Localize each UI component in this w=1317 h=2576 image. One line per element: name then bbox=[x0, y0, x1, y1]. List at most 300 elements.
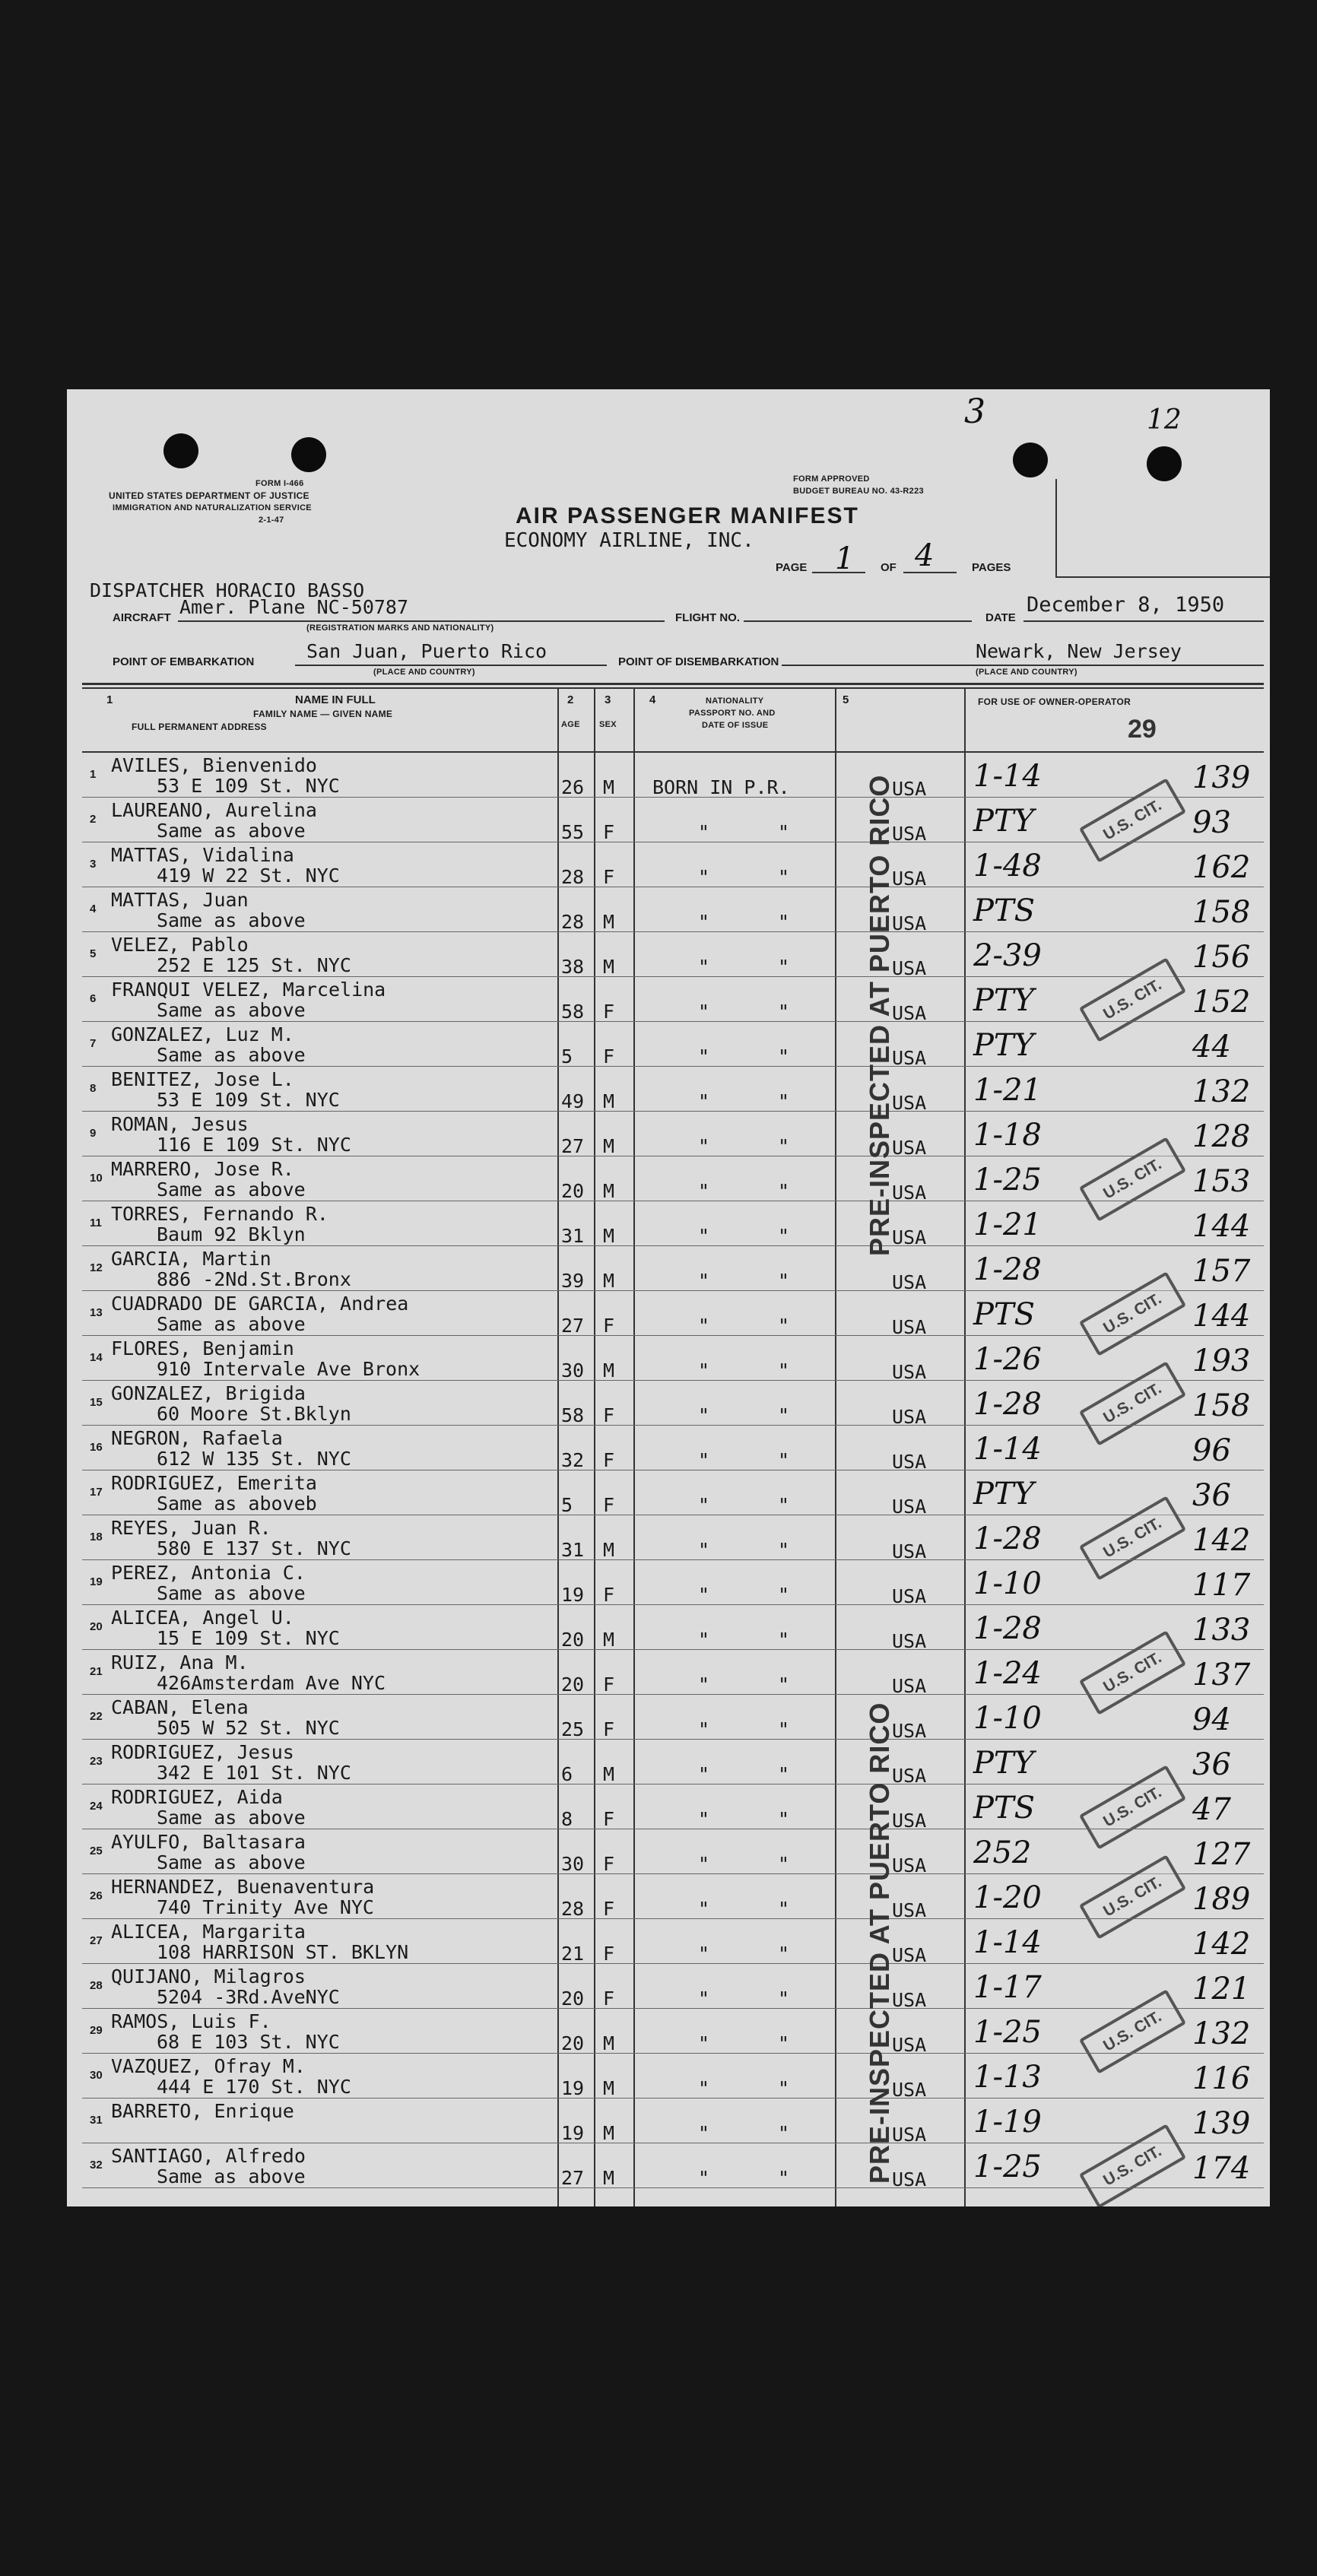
pre-inspected-stamp-bottom: PRE-INSPECTED AT PUERTO RICO bbox=[864, 1702, 895, 2184]
operator-code: 1-18 bbox=[973, 1118, 1042, 1153]
passenger-name: AYULFO, Baltasara bbox=[111, 1831, 306, 1853]
passenger-address: Same as above bbox=[157, 1807, 306, 1829]
row-separator bbox=[82, 1918, 1264, 1919]
passenger-nationality: " bbox=[698, 1763, 710, 1785]
row-number: 10 bbox=[90, 1172, 103, 1185]
passenger-nationality: " bbox=[698, 911, 710, 933]
passenger-passport-date: " bbox=[778, 1539, 790, 1561]
passenger-passport-date: " bbox=[778, 1629, 790, 1651]
us-citizen-stamp: U.S. CIT. bbox=[1079, 1271, 1186, 1356]
passenger-sex: F bbox=[603, 1494, 615, 1516]
passenger-country: USA bbox=[892, 868, 927, 890]
form-date: 2-1-47 bbox=[259, 516, 284, 525]
row-number: 18 bbox=[90, 1531, 103, 1543]
row-number: 24 bbox=[90, 1800, 103, 1813]
operator-weight: 142 bbox=[1192, 1523, 1251, 1558]
row-separator bbox=[82, 1335, 1264, 1336]
row-number: 13 bbox=[90, 1306, 103, 1319]
row-number: 6 bbox=[90, 992, 97, 1005]
passenger-nationality: " bbox=[698, 1898, 710, 1920]
passenger-name: FRANQUI VELEZ, Marcelina bbox=[111, 979, 386, 1001]
operator-code: PTS bbox=[973, 1297, 1035, 1332]
passenger-address: 60 Moore St.Bklyn bbox=[157, 1403, 351, 1425]
passenger-nationality: " bbox=[698, 1135, 710, 1157]
passenger-passport-date: " bbox=[778, 1494, 790, 1516]
passenger-address: Same as above bbox=[157, 999, 306, 1021]
col1-name-in-full: NAME IN FULL bbox=[295, 693, 376, 706]
passenger-sex: F bbox=[603, 1988, 615, 2010]
passenger-country: USA bbox=[892, 957, 927, 979]
passenger-sex: M bbox=[603, 2032, 615, 2054]
row-number: 29 bbox=[90, 2024, 103, 2037]
passenger-address: Same as above bbox=[157, 2165, 306, 2187]
passenger-sex: M bbox=[603, 2167, 615, 2189]
passenger-sex: F bbox=[603, 866, 615, 888]
passenger-sex: M bbox=[603, 1090, 615, 1112]
row-number: 28 bbox=[90, 1979, 103, 1992]
operator-code: PTS bbox=[973, 1791, 1035, 1826]
row-separator bbox=[82, 1380, 1264, 1381]
row-number: 21 bbox=[90, 1665, 103, 1678]
operator-code: 1-25 bbox=[973, 1163, 1042, 1198]
row-separator bbox=[82, 797, 1264, 798]
flight-label: FLIGHT NO. bbox=[675, 611, 740, 624]
col6-owner-operator: FOR USE OF OWNER-OPERATOR bbox=[978, 696, 1131, 707]
passenger-age: 27 bbox=[561, 1135, 585, 1157]
budget-number: BUDGET BUREAU NO. 43-R223 bbox=[793, 487, 924, 496]
passenger-nationality: " bbox=[698, 1180, 710, 1202]
passenger-nationality: " bbox=[698, 2167, 710, 2189]
passenger-nationality: " bbox=[698, 1449, 710, 1471]
passenger-age: 31 bbox=[561, 1225, 585, 1247]
operator-code: 2-39 bbox=[973, 938, 1042, 973]
passenger-sex: M bbox=[603, 956, 615, 978]
disembarkation-label: POINT OF DISEMBARKATION bbox=[618, 655, 779, 668]
passenger-passport-date: " bbox=[778, 2122, 790, 2144]
row-number: 17 bbox=[90, 1486, 103, 1499]
row-number: 14 bbox=[90, 1351, 103, 1364]
operator-weight: 158 bbox=[1192, 1388, 1251, 1423]
passenger-name: AVILES, Bienvenido bbox=[111, 754, 317, 776]
pre-inspected-stamp-top: PRE-INSPECTED AT PUERTO RICO bbox=[864, 774, 895, 1256]
operator-code: 1-10 bbox=[973, 1701, 1042, 1736]
us-citizen-stamp: U.S. CIT. bbox=[1079, 1496, 1186, 1581]
operator-weight: 137 bbox=[1192, 1658, 1251, 1692]
agency-service: IMMIGRATION AND NATURALIZATION SERVICE bbox=[113, 503, 312, 512]
passenger-name: RODRIGUEZ, Aida bbox=[111, 1786, 283, 1808]
operator-code: 1-28 bbox=[973, 1521, 1042, 1556]
passenger-country: USA bbox=[892, 1047, 927, 1069]
passenger-age: 25 bbox=[561, 1718, 585, 1740]
operator-code: PTS bbox=[973, 893, 1035, 928]
us-citizen-stamp: U.S. CIT. bbox=[1079, 1361, 1186, 1446]
passenger-nationality: " bbox=[698, 1225, 710, 1247]
passenger-country: USA bbox=[892, 1765, 927, 1787]
operator-weight: 139 bbox=[1192, 2106, 1251, 2141]
passenger-nationality: " bbox=[698, 821, 710, 843]
operator-code: 1-21 bbox=[973, 1073, 1042, 1108]
passenger-address: Same as above bbox=[157, 1851, 306, 1873]
passenger-age: 20 bbox=[561, 2032, 585, 2054]
passenger-country: USA bbox=[892, 1226, 927, 1248]
passenger-passport-date: " bbox=[778, 821, 790, 843]
passenger-passport-date: " bbox=[778, 1718, 790, 1740]
passenger-age: 31 bbox=[561, 1539, 585, 1561]
passenger-country: USA bbox=[892, 2079, 927, 2101]
passenger-sex: M bbox=[603, 1629, 615, 1651]
operator-weight: 132 bbox=[1192, 1074, 1251, 1109]
col2-number: 2 bbox=[567, 693, 574, 706]
passenger-address: Same as above bbox=[157, 820, 306, 842]
passenger-country: USA bbox=[892, 1092, 927, 1114]
operator-code: 1-21 bbox=[973, 1207, 1042, 1242]
operator-weight: 127 bbox=[1192, 1837, 1251, 1872]
passenger-age: 28 bbox=[561, 1898, 585, 1920]
passenger-address: 910 Intervale Ave Bronx bbox=[157, 1358, 420, 1380]
passenger-age: 5 bbox=[561, 1494, 573, 1516]
passenger-name: MATTAS, Vidalina bbox=[111, 844, 294, 866]
operator-weight: 93 bbox=[1192, 805, 1231, 840]
row-number: 2 bbox=[90, 813, 97, 826]
passenger-passport-date: " bbox=[778, 1584, 790, 1606]
row-separator bbox=[82, 2098, 1264, 2099]
passenger-age: 20 bbox=[561, 1629, 585, 1651]
row-separator bbox=[82, 2008, 1264, 2009]
corner-number-left: 3 bbox=[964, 392, 985, 431]
operator-code: PTY bbox=[973, 804, 1034, 839]
operator-code: 1-26 bbox=[973, 1342, 1042, 1377]
passenger-age: 19 bbox=[561, 2077, 585, 2099]
operator-weight: 139 bbox=[1192, 760, 1251, 795]
passenger-country: USA bbox=[892, 2168, 927, 2191]
passenger-age: 6 bbox=[561, 1763, 573, 1785]
passenger-name: RODRIGUEZ, Jesus bbox=[111, 1741, 294, 1763]
passenger-nationality: " bbox=[698, 1001, 710, 1023]
us-citizen-stamp: U.S. CIT. bbox=[1079, 2124, 1186, 2206]
row-separator bbox=[82, 1604, 1264, 1605]
passenger-country: USA bbox=[892, 1002, 927, 1024]
row-separator bbox=[82, 1425, 1264, 1426]
operator-weight: 36 bbox=[1192, 1478, 1231, 1513]
passenger-country: USA bbox=[892, 1720, 927, 1742]
passenger-passport-date: " bbox=[778, 2077, 790, 2099]
passenger-age: 21 bbox=[561, 1943, 585, 1965]
passenger-nationality: " bbox=[698, 1539, 710, 1561]
passenger-passport-date: " bbox=[778, 1449, 790, 1471]
row-number: 20 bbox=[90, 1620, 103, 1633]
passenger-sex: M bbox=[603, 1763, 615, 1785]
passenger-sex: M bbox=[603, 1539, 615, 1561]
passenger-age: 5 bbox=[561, 1045, 573, 1068]
passenger-address: 886 -2Nd.St.Bronx bbox=[157, 1268, 351, 1290]
row-separator bbox=[82, 1290, 1264, 1291]
operator-code: PTY bbox=[973, 1028, 1034, 1063]
operator-code: 1-14 bbox=[973, 759, 1042, 794]
passenger-nationality: " bbox=[698, 1584, 710, 1606]
row-number: 1 bbox=[90, 768, 97, 781]
passenger-name: RODRIGUEZ, Emerita bbox=[111, 1472, 317, 1494]
passenger-address: 5204 -3Rd.AveNYC bbox=[157, 1986, 340, 2008]
passenger-country: USA bbox=[892, 1810, 927, 1832]
passenger-address: 612 W 135 St. NYC bbox=[157, 1448, 351, 1470]
passenger-age: 28 bbox=[561, 911, 585, 933]
embarkation-sublabel: (PLACE AND COUNTRY) bbox=[373, 668, 475, 677]
passenger-country: USA bbox=[892, 778, 927, 800]
row-separator bbox=[82, 931, 1264, 932]
passenger-country: USA bbox=[892, 1361, 927, 1383]
passenger-name: SANTIAGO, Alfredo bbox=[111, 2145, 306, 2167]
passenger-passport-date: " bbox=[778, 1898, 790, 1920]
passenger-sex: F bbox=[603, 1584, 615, 1606]
row-separator bbox=[82, 1873, 1264, 1874]
passenger-nationality: " bbox=[698, 2077, 710, 2099]
passenger-name: MATTAS, Juan bbox=[111, 889, 249, 911]
operator-weight: 121 bbox=[1192, 1972, 1251, 2007]
passenger-country: USA bbox=[892, 1585, 927, 1607]
passenger-country: USA bbox=[892, 823, 927, 845]
passenger-sex: F bbox=[603, 821, 615, 843]
passenger-passport-date: " bbox=[778, 1808, 790, 1830]
col2-age: AGE bbox=[561, 720, 580, 729]
passenger-address: Same as above bbox=[157, 1179, 306, 1201]
passenger-passport-date: " bbox=[778, 1315, 790, 1337]
embarkation-label: POINT OF EMBARKATION bbox=[113, 655, 255, 668]
row-separator bbox=[82, 2187, 1264, 2188]
page-number: 1 bbox=[835, 541, 855, 576]
passenger-sex: F bbox=[603, 1853, 615, 1875]
operator-code: 1-13 bbox=[973, 2060, 1042, 2095]
passenger-nationality: " bbox=[698, 1494, 710, 1516]
us-citizen-stamp: U.S. CIT. bbox=[1079, 778, 1186, 863]
passenger-passport-date: " bbox=[778, 1045, 790, 1068]
passenger-age: 19 bbox=[561, 1584, 585, 1606]
passenger-passport-date: " bbox=[778, 2167, 790, 2189]
passenger-age: 8 bbox=[561, 1808, 573, 1830]
passenger-nationality: " bbox=[698, 1718, 710, 1740]
date-value: December 8, 1950 bbox=[1027, 593, 1225, 617]
col4-date-issue: DATE OF ISSUE bbox=[702, 721, 769, 730]
passenger-name: VAZQUEZ, Ofray M. bbox=[111, 2055, 306, 2077]
disembarkation-value: Newark, New Jersey bbox=[976, 640, 1182, 662]
passenger-country: USA bbox=[892, 1316, 927, 1338]
passenger-sex: M bbox=[603, 911, 615, 933]
row-separator bbox=[82, 976, 1264, 977]
passenger-name: VELEZ, Pablo bbox=[111, 934, 249, 956]
passenger-address: Same as above bbox=[157, 1044, 306, 1066]
operator-weight: 94 bbox=[1192, 1702, 1231, 1737]
passenger-passport-date: " bbox=[778, 1135, 790, 1157]
passenger-nationality: " bbox=[698, 1045, 710, 1068]
passenger-sex: F bbox=[603, 1315, 615, 1337]
corner-number-right: 12 bbox=[1147, 404, 1182, 436]
row-number: 15 bbox=[90, 1396, 103, 1409]
passenger-name: PEREZ, Antonia C. bbox=[111, 1562, 306, 1584]
row-separator bbox=[82, 2053, 1264, 2054]
passenger-nationality: " bbox=[698, 1090, 710, 1112]
col3-sex: SEX bbox=[599, 720, 617, 729]
passenger-address: 68 E 103 St. NYC bbox=[157, 2031, 340, 2053]
passenger-address: 53 E 109 St. NYC bbox=[157, 775, 340, 797]
passenger-passport-date: " bbox=[778, 1853, 790, 1875]
passenger-nationality: " bbox=[698, 1270, 710, 1292]
passenger-passport-date: " bbox=[778, 911, 790, 933]
passenger-address: 116 E 109 St. NYC bbox=[157, 1134, 351, 1156]
passenger-count: 29 bbox=[1128, 715, 1157, 744]
punch-hole bbox=[1147, 446, 1182, 481]
page-total: 4 bbox=[915, 538, 935, 573]
passenger-name: GONZALEZ, Brigida bbox=[111, 1382, 306, 1404]
passenger-passport-date: " bbox=[778, 1673, 790, 1696]
passenger-name: ROMAN, Jesus bbox=[111, 1113, 249, 1135]
passenger-passport-date: " bbox=[778, 1763, 790, 1785]
passenger-address: Baum 92 Bklyn bbox=[157, 1223, 306, 1245]
embarkation-value: San Juan, Puerto Rico bbox=[306, 640, 547, 662]
passenger-age: 20 bbox=[561, 1673, 585, 1696]
passenger-address: Same as above bbox=[157, 1313, 306, 1335]
row-number: 5 bbox=[90, 947, 97, 960]
row-number: 3 bbox=[90, 858, 97, 871]
passenger-sex: F bbox=[603, 1808, 615, 1830]
passenger-age: 55 bbox=[561, 821, 585, 843]
operator-weight: 142 bbox=[1192, 1927, 1251, 1962]
passenger-country: USA bbox=[892, 1899, 927, 1921]
pages-label: PAGES bbox=[972, 561, 1011, 574]
us-citizen-stamp: U.S. CIT. bbox=[1079, 1630, 1186, 1715]
passenger-passport-date: " bbox=[778, 1988, 790, 2010]
us-citizen-stamp: U.S. CIT. bbox=[1079, 1137, 1186, 1222]
us-citizen-stamp: U.S. CIT. bbox=[1079, 957, 1186, 1042]
col4-number: 4 bbox=[649, 693, 656, 706]
passenger-sex: F bbox=[603, 1449, 615, 1471]
passenger-age: 58 bbox=[561, 1404, 585, 1426]
passenger-sex: F bbox=[603, 1673, 615, 1696]
passenger-sex: F bbox=[603, 1943, 615, 1965]
passenger-nationality: " bbox=[698, 866, 710, 888]
passenger-passport-date: " bbox=[778, 1001, 790, 1023]
passenger-name: NEGRON, Rafaela bbox=[111, 1427, 283, 1449]
operator-weight: 158 bbox=[1192, 895, 1251, 930]
punch-hole bbox=[163, 433, 198, 468]
row-number: 8 bbox=[90, 1082, 97, 1095]
operator-weight: 156 bbox=[1192, 940, 1251, 975]
passenger-age: 27 bbox=[561, 2167, 585, 2189]
passenger-nationality: " bbox=[698, 1315, 710, 1337]
operator-weight: 144 bbox=[1192, 1209, 1251, 1244]
passenger-passport-date: " bbox=[778, 1359, 790, 1382]
page-label: PAGE bbox=[776, 561, 808, 574]
operator-weight: 152 bbox=[1192, 985, 1251, 1020]
operator-weight: 132 bbox=[1192, 2016, 1251, 2051]
row-number: 16 bbox=[90, 1441, 103, 1454]
passenger-name: ALICEA, Angel U. bbox=[111, 1607, 294, 1629]
passenger-sex: F bbox=[603, 1898, 615, 1920]
operator-code: 1-28 bbox=[973, 1252, 1042, 1287]
row-number: 31 bbox=[90, 2114, 103, 2127]
passenger-address: 53 E 109 St. NYC bbox=[157, 1089, 340, 1111]
passenger-name: QUIJANO, Milagros bbox=[111, 1965, 306, 1988]
passenger-address: 426Amsterdam Ave NYC bbox=[157, 1672, 386, 1694]
passenger-name: ALICEA, Margarita bbox=[111, 1921, 306, 1943]
passenger-nationality: " bbox=[698, 1943, 710, 1965]
passenger-nationality: " bbox=[698, 1853, 710, 1875]
passenger-country: USA bbox=[892, 1406, 927, 1428]
passenger-name: FLORES, Benjamin bbox=[111, 1337, 294, 1359]
operator-code: PTY bbox=[973, 1746, 1034, 1781]
passenger-country: USA bbox=[892, 1451, 927, 1473]
passenger-nationality: " bbox=[698, 2122, 710, 2144]
passenger-name: HERNANDEZ, Buenaventura bbox=[111, 1876, 375, 1898]
passenger-age: 49 bbox=[561, 1090, 585, 1112]
passenger-name: BARRETO, Enrique bbox=[111, 2100, 294, 2122]
passenger-name: CUADRADO DE GARCIA, Andrea bbox=[111, 1293, 409, 1315]
passenger-passport-date: " bbox=[778, 1404, 790, 1426]
passenger-country: USA bbox=[892, 1496, 927, 1518]
row-number: 19 bbox=[90, 1575, 103, 1588]
passenger-sex: F bbox=[603, 1045, 615, 1068]
passenger-country: USA bbox=[892, 1271, 927, 1293]
passenger-sex: F bbox=[603, 1404, 615, 1426]
row-separator bbox=[82, 1963, 1264, 1964]
row-number: 12 bbox=[90, 1261, 103, 1274]
passenger-sex: M bbox=[603, 776, 615, 798]
passenger-country: USA bbox=[892, 1944, 927, 1966]
operator-weight: 36 bbox=[1192, 1747, 1231, 1782]
operator-code: 1-19 bbox=[973, 2105, 1042, 2140]
aircraft-value: Amer. Plane NC-50787 bbox=[179, 596, 409, 618]
passenger-address: 580 E 137 St. NYC bbox=[157, 1537, 351, 1559]
col1-family-given: FAMILY NAME — GIVEN NAME bbox=[253, 709, 393, 719]
operator-weight: 128 bbox=[1192, 1119, 1251, 1154]
airline-name: ECONOMY AIRLINE, INC. bbox=[504, 529, 754, 552]
row-separator bbox=[82, 1559, 1264, 1560]
row-separator bbox=[82, 1739, 1264, 1740]
passenger-sex: F bbox=[603, 1001, 615, 1023]
passenger-country: USA bbox=[892, 1989, 927, 2011]
manifest-title: AIR PASSENGER MANIFEST bbox=[516, 503, 859, 528]
row-number: 4 bbox=[90, 903, 97, 915]
operator-weight: 189 bbox=[1192, 1882, 1251, 1917]
row-separator bbox=[82, 1021, 1264, 1022]
dispatcher: DISPATCHER HORACIO BASSO bbox=[90, 579, 365, 601]
operator-weight: 133 bbox=[1192, 1613, 1251, 1648]
operator-weight: 44 bbox=[1192, 1029, 1231, 1064]
col4-passport: PASSPORT NO. AND bbox=[689, 709, 776, 718]
operator-code: 1-14 bbox=[973, 1925, 1042, 1960]
passenger-name: GARCIA, Martin bbox=[111, 1248, 271, 1270]
passenger-age: 19 bbox=[561, 2122, 585, 2144]
passenger-passport-date: " bbox=[778, 1270, 790, 1292]
passenger-passport-date: " bbox=[778, 956, 790, 978]
passenger-country: USA bbox=[892, 1540, 927, 1562]
passenger-nationality: BORN IN P.R. bbox=[652, 776, 790, 798]
passenger-address: Same as above bbox=[157, 1582, 306, 1604]
passenger-nationality: " bbox=[698, 1808, 710, 1830]
passenger-sex: M bbox=[603, 1135, 615, 1157]
passenger-passport-date: " bbox=[778, 1943, 790, 1965]
row-separator bbox=[82, 1066, 1264, 1067]
operator-code: 1-24 bbox=[973, 1656, 1042, 1691]
passenger-name: RAMOS, Luis F. bbox=[111, 2010, 271, 2032]
budget-approved: FORM APPROVED bbox=[793, 474, 870, 484]
row-number: 27 bbox=[90, 1934, 103, 1947]
row-number: 11 bbox=[90, 1217, 102, 1229]
us-citizen-stamp: U.S. CIT. bbox=[1079, 1765, 1186, 1850]
passenger-address: 108 HARRISON ST. BKLYN bbox=[157, 1941, 409, 1963]
passenger-country: USA bbox=[892, 2124, 927, 2146]
passenger-sex: M bbox=[603, 1180, 615, 1202]
passenger-age: 28 bbox=[561, 866, 585, 888]
passenger-address: 740 Trinity Ave NYC bbox=[157, 1896, 374, 1918]
